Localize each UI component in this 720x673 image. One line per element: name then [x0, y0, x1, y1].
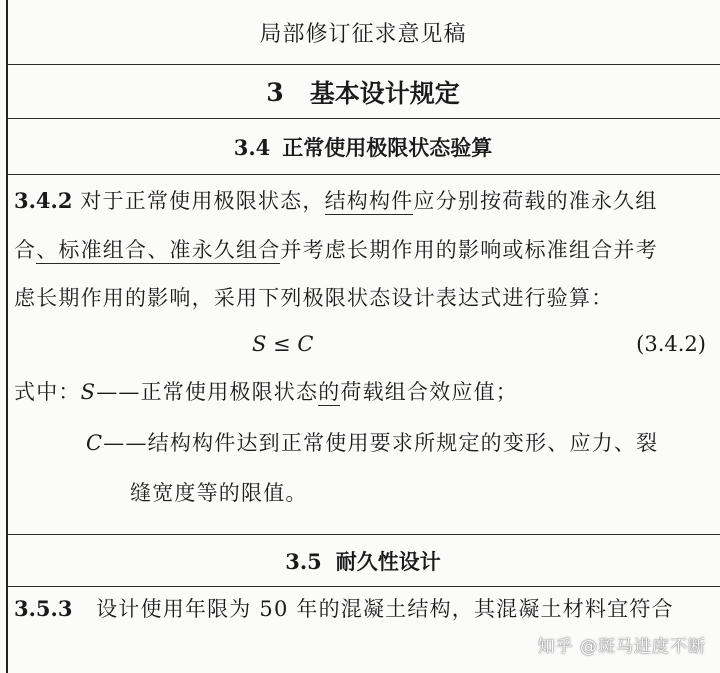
- revised-text: 的: [318, 380, 341, 404]
- section-number: 3.4: [233, 134, 271, 160]
- clause-line: 3.4.2 对于正常使用极限状态，结构构件应分别按荷载的准永久组: [14, 188, 658, 213]
- clause-number: 3.5.3: [14, 596, 73, 621]
- revised-text: 结构构件: [324, 189, 414, 213]
- divider: [6, 118, 720, 119]
- draft-title: 局部修订征求意见稿: [259, 21, 467, 47]
- watermark: 知乎 @斑马进度不断: [537, 637, 706, 657]
- draft-header: [6, 0, 720, 64]
- symbol-s: S: [80, 380, 97, 404]
- clause-line: 3.5.3 设计使用年限为 50 年的混凝土结构，其混凝土材料宜符合: [14, 596, 674, 621]
- symbol-c: C: [86, 431, 104, 455]
- section-heading: [6, 120, 720, 174]
- divider: [6, 64, 720, 65]
- where-s-line: 式中：S——正常使用极限状态的荷载组合效应值；: [14, 380, 519, 404]
- chapter-number: 3: [266, 77, 284, 107]
- divider: [6, 174, 720, 175]
- where-c-line-2: 缝宽度等的限值。: [130, 481, 308, 505]
- section-heading: [6, 536, 720, 586]
- clause-line: 虑长期作用的影响，采用下列极限状态设计表达式进行验算：: [14, 286, 614, 310]
- formula-number: (3.4.2): [636, 332, 706, 356]
- divider: [6, 534, 720, 535]
- section-title: 耐久性设计: [335, 549, 441, 574]
- revised-text: 、标准组合、准永久组合: [36, 238, 281, 262]
- where-c-line: C——结构构件达到正常使用要求所规定的变形、应力、裂: [86, 431, 659, 455]
- clause-line: 合、标准组合、准永久组合并考虑长期作用的影响或标准组合并考: [14, 238, 658, 262]
- chapter-heading: [6, 66, 720, 118]
- where-label: 式中：: [14, 380, 81, 404]
- formula: S ≤ C: [252, 332, 314, 356]
- chapter-title: 基本设计规定: [309, 79, 460, 108]
- section-number: 3.5: [285, 548, 322, 574]
- section-title: 正常使用极限状态验算: [282, 135, 493, 160]
- clause-number: 3.4.2: [14, 188, 73, 213]
- divider: [6, 586, 720, 587]
